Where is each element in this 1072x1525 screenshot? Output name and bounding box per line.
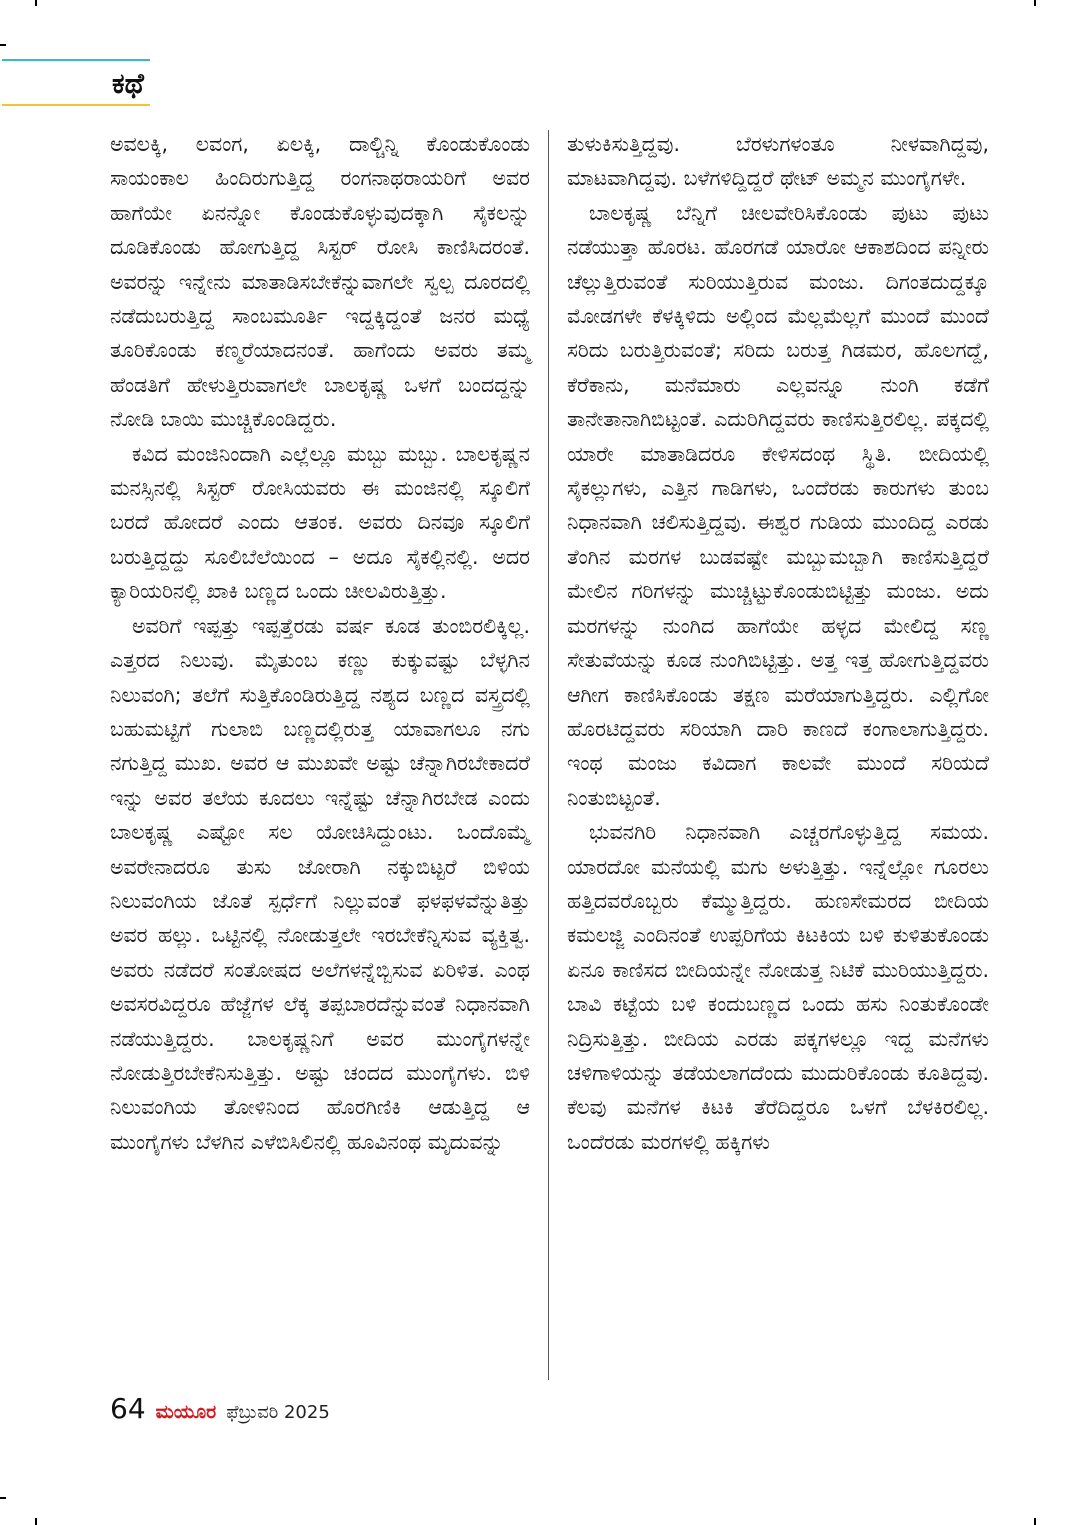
article-column-right — [567, 127, 989, 1159]
crop-mark — [1034, 1518, 1036, 1525]
paragraph: ಭುವನಗಿರಿ ನಿಧಾನವಾಗಿ ಎಚ್ಚರಗೊಳ್ಳುತ್ತಿದ್ದ ಸಮಯ. ಯಾರದೋ ಮನೆಯಲ್ಲಿ ಮಗು ಅಳುತ್ತಿತ್ತು. ಇನ್ನೆಲ್ಲೋ ಗೂರಲು ಹತ್ತಿದವರೊಬ್ಬರು ಕೆಮ್ಮುತ್ತಿದ್ದರು. ಹುಣಸೇಮರದ ಬೀದಿಯ ಕಮಲಜ್ಜಿ ಎಂದಿನಂತೆ ಉಪ್ಪರಿಗೆಯ ಕಿಟಕಿಯ ಬಳಿ ಕುಳಿತುಕೊಂಡು ಏನೂ ಕಾಣಿಸದ ಬೀದಿಯನ್ನೇ ನೋಡುತ್ತ ನಿಟಿಕೆ ಮುರಿಯುತ್ತಿದ್ದರು. ಬಾವಿ ಕಟ್ಟೆಯ ಬಳಿ ಕಂದುಬಣ್ಣದ ಒಂದು ಹಸು ನಿಂತುಕೊಂಡೇ ನಿದ್ರಿಸುತ್ತಿತ್ತು. ಬೀದಿಯ ಎರಡು ಪಕ್ಕಗಳಲ್ಲೂ ಇದ್ದ ಮನೆಗಳು ಚಳಿಗಾಳಿಯನ್ನು ತಡೆಯಲಾಗದೆಂದು ಮುದುರಿಕೊಂಡು ಕೂತಿದ್ದವು. ಕೆಲವು ಮನೆಗಳ ಕಿಟಕಿ ತೆರೆದಿದ್ದರೂ ಒಳಗೆ ಬೆಳಕಿರಲಿಲ್ಲ. ಒಂದೆರಡು ಮರಗಳಲ್ಲಿ ಹಕ್ಕಿಗಳು — [567, 820, 989, 1154]
paragraph: ಅವರಿಗೆ ಇಪ್ಪತ್ತು ಇಪ್ಪತ್ತೆರಡು ವರ್ಷ ಕೂಡ ತುಂಬಿರಲಿಕ್ಕಿಲ್ಲ. ಎತ್ತರದ ನಿಲುವು. ಮೈತುಂಬ ಕಣ್ಣು ಕುಕ್ಕುವಷ್ಟು ಬೆಳ್ಳಗಿನ ನಿಲುವಂಗಿ; ತಲೆಗೆ ಸುತ್ತಿಕೊಂಡಿರುತ್ತಿದ್ದ ನಶ್ಯದ ಬಣ್ಣದ ವಸ್ತ್ರದಲ್ಲಿ ಬಹುಮಟ್ಟಿಗೆ ಗುಲಾಬಿ ಬಣ್ಣದಲ್ಲಿರುತ್ತ ಯಾವಾಗಲೂ ನಗು ನಗುತ್ತಿದ್ದ ಮುಖ. ಅವರ ಆ ಮುಖವೇ ಅಷ್ಟು ಚೆನ್ನಾಗಿರಬೇಕಾದರೆ ಇನ್ನು ಅವರ ತಲೆಯ ಕೂದಲು ಇನ್ನೆಷ್ಟು ಚೆನ್ನಾಗಿರಬೇಡ ಎಂದು ಬಾಲಕೃಷ್ಣ ಎಷ್ಟೋ ಸಲ ಯೋಚಿಸಿದ್ದುಂಟು. ಒಂದೊಮ್ಮೆ ಅವರೇನಾದರೂ ತುಸು ಜೋರಾಗಿ ನಕ್ಕುಬಿಟ್ಟರೆ ಬಿಳಿಯ ನಿಲುವಂಗಿಯ ಜೊತೆ ಸ್ಪರ್ಧೆಗೆ ನಿಲ್ಲುವಂತೆ ಫಳಫಳವೆನ್ನುತಿತ್ತು ಅವರ ಹಲ್ಲು. ಒಟ್ಟಿನಲ್ಲಿ ನೋಡುತ್ತಲೇ ಇರಬೇಕೆನ್ನಿಸುವ ವ್ಯಕ್ತಿತ್ವ. ಅವರು ನಡೆದರೆ ಸಂತೋಷದ ಅಲೆಗಳನ್ನೆಬ್ಬಿಸುವ ಏರಿಳಿತ. ಎಂಥ ಅವಸರವಿದ್ದರೂ ಹೆಜ್ಜೆಗಳ ಲೆಕ್ಕ ತಪ್ಪಬಾರದೆನ್ನುವಂತೆ ನಿಧಾನವಾಗಿ ನಡೆಯುತ್ತಿದ್ದರು. ಬಾಲಕೃಷ್ಣನಿಗೆ ಅವರ ಮುಂಗೈಗಳನ್ನೇ ನೋಡುತ್ತಿರಬೇಕೆನಿಸುತ್ತಿತ್ತು. ಅಷ್ಟು ಚಂದದ ಮುಂಗೈಗಳು. ಬಿಳಿ ನಿಲುವಂಗಿಯ ತೋಳಿನಿಂದ ಹೊರಗಿಣಿಕಿ ಆಡುತ್ತಿದ್ದ ಆ ಮುಂಗೈಗಳು ಬೆಳಗಿನ ಎಳೆಬಿಸಿಲಿನಲ್ಲಿ ಹೂವಿನಂಥ ಮೃದುವನ್ನು — [110, 613, 530, 1154]
issue-date: ಫೆಬ್ರುವರಿ 2025 — [226, 1402, 330, 1423]
paragraph: ಕವಿದ ಮಂಜಿನಿಂದಾಗಿ ಎಲ್ಲೆಲ್ಲೂ ಮಬ್ಬು ಮಬ್ಬು. ಬಾಲಕೃಷ್ಣನ ಮನಸ್ಸಿನಲ್ಲಿ ಸಿಸ್ಟರ್ ರೋಸಿಯವರು ಈ ಮಂಜಿನಲ್ಲಿ ಸ್ಕೂಲಿಗೆ ಬರದೆ ಹೋದರೆ ಎಂದು ಆತಂಕ. ಅವರು ದಿನವೂ ಸ್ಕೂಲಿಗೆ ಬರುತ್ತಿದ್ದದ್ದು ಸೂಲಿಬೆಲೆಯಿಂದ – ಅದೂ ಸೈಕಲ್ಲಿನಲ್ಲಿ. ಅದರ ಕ್ಯಾರಿಯರಿನಲ್ಲಿ ಖಾಕಿ ಬಣ್ಣದ ಒಂದು ಚೀಲವಿರುತ್ತಿತ್ತು. — [110, 441, 530, 604]
paragraph: ಬಾಲಕೃಷ್ಣ ಬೆನ್ನಿಗೆ ಚೀಲವೇರಿಸಿಕೊಂಡು ಪುಟು ಪುಟು ನಡೆಯುತ್ತಾ ಹೊರಟ. ಹೊರಗಡೆ ಯಾರೋ ಆಕಾಶದಿಂದ ಪನ್ನೀರು ಚೆಲ್ಲುತ್ತಿರುವಂತೆ ಸುರಿಯುತ್ತಿರುವ ಮಂಜು. ದಿಗಂತದುದ್ದಕ್ಕೂ ಮೋಡಗಳೇ ಕೆಳಕ್ಕಿಳಿದು ಅಲ್ಲಿಂದ ಮೆಲ್ಲಮೆಲ್ಲಗೆ ಮುಂದೆ ಮುಂದೆ ಸರಿದು ಬರುತ್ತಿರುವಂತೆ; ಸರಿದು ಬರುತ್ತ ಗಿಡಮರ, ಹೊಲಗದ್ದೆ, ಕೆರೆಕಾನು, ಮನೆಮಾರು ಎಲ್ಲವನ್ನೂ ನುಂಗಿ ಕಡೆಗೆ ತಾನೇತಾನಾಗಿಬಿಟ್ಟಂತೆ. ಎದುರಿಗಿದ್ದವರು ಕಾಣಿಸುತ್ತಿರಲಿಲ್ಲ. ಪಕ್ಕದಲ್ಲಿ ಯಾರೇ ಮಾತಾಡಿದರೂ ಕೇಳಿಸದಂಥ ಸ್ಥಿತಿ. ಬೀದಿಯಲ್ಲಿ ಸೈಕಲ್ಲುಗಳು, ಎತ್ತಿನ ಗಾಡಿಗಳು, ಒಂದೆರಡು ಕಾರುಗಳು ತುಂಬ ನಿಧಾನವಾಗಿ ಚಲಿಸುತ್ತಿದ್ದವು. ಈಶ್ವರ ಗುಡಿಯ ಮುಂದಿದ್ದ ಎರಡು ತೆಂಗಿನ ಮರಗಳ ಬುಡವಷ್ಟೇ ಮಬ್ಬುಮಬ್ಬಾಗಿ ಕಾಣಿಸುತ್ತಿದ್ದರೆ ಮೇಲಿನ ಗರಿಗಳನ್ನು ಮುಚ್ಚಿಟ್ಟುಕೊಂಡುಬಿಟ್ಟಿತ್ತು ಮಂಜು. ಅದು ಮರಗಳನ್ನು ನುಂಗಿದ ಹಾಗೆಯೇ ಹಳ್ಳದ ಮೇಲಿದ್ದ ಸಣ್ಣ ಸೇತುವೆಯನ್ನು ಕೂಡ ನುಂಗಿಬಿಟ್ಟಿತ್ತು. ಅತ್ತ ಇತ್ತ ಹೋಗುತ್ತಿದ್ದವರು ಆಗೀಗ ಕಾಣಿಸಿಕೊಂಡು ತಕ್ಷಣ ಮರೆಯಾಗುತ್ತಿದ್ದರು. ಎಲ್ಲಿಗೋ ಹೊರಟಿದ್ದವರು ಸರಿಯಾಗಿ ದಾರಿ ಕಾಣದೆ ಕಂಗಾಲಾಗುತ್ತಿದ್ದರು. ಇಂಥ ಮಂಜು ಕವಿದಾಗ ಕಾಲವೇ ಮುಂದೆ ಸರಿಯದೆ ನಿಂತುಬಿಟ್ಟಂತೆ. — [567, 200, 989, 810]
page-number: 64 — [110, 1392, 146, 1425]
header-rule-top — [2, 59, 150, 61]
crop-mark — [35, 0, 37, 6]
page-footer — [110, 1392, 330, 1428]
header-rule-bottom — [2, 104, 150, 106]
magazine-logo: ಮಯೂರ — [155, 1401, 217, 1423]
article-column-left — [110, 127, 530, 1159]
crop-mark — [0, 44, 6, 46]
crop-mark — [35, 1518, 37, 1525]
section-title: ಕಥೆ — [112, 67, 144, 100]
crop-mark — [0, 1497, 6, 1499]
paragraph: ತುಳುಕಿಸುತ್ತಿದ್ದವು. ಬೆರಳುಗಳಂತೂ ನೀಳವಾಗಿದ್ದವು, ಮಾಟವಾಗಿದ್ದವು. ಬಳೆಗಳಿದ್ದಿದ್ದರೆ ಥೇಟ್ ಅಮ್ಮನ ಮುಂಗೈಗಳೇ. — [567, 132, 989, 191]
crop-mark — [1034, 0, 1036, 6]
column-divider — [548, 130, 549, 1380]
paragraph: ಅವಲಕ್ಕಿ, ಲವಂಗ, ಏಲಕ್ಕಿ, ದಾಲ್ಚಿನ್ನಿ ಕೊಂಡುಕೊಂಡು ಸಾಯಂಕಾಲ ಹಿಂದಿರುಗುತ್ತಿದ್ದ ರಂಗನಾಥರಾಯರಿಗೆ ಅವರ ಹಾಗೆಯೇ ಏನನ್ನೋ ಕೊಂಡುಕೊಳ್ಳುವುದಕ್ಕಾಗಿ ಸೈಕಲನ್ನು ದೂಡಿಕೊಂಡು ಹೋಗುತ್ತಿದ್ದ ಸಿಸ್ಟರ್ ರೋಸಿ ಕಾಣಿಸಿದರಂತೆ. ಅವರನ್ನು ಇನ್ನೇನು ಮಾತಾಡಿಸಬೇಕೆನ್ನುವಾಗಲೇ ಸ್ವಲ್ಪ ದೂರದಲ್ಲಿ ನಡೆದುಬರುತ್ತಿದ್ದ ಸಾಂಬಮೂರ್ತಿ ಇದ್ದಕ್ಕಿದ್ದಂತೆ ಜನರ ಮಧ್ಯೆ ತೂರಿಕೊಂಡು ಕಣ್ಮರೆಯಾದನಂತೆ. ಹಾಗೆಂದು ಅವರು ತಮ್ಮ ಹೆಂಡತಿಗೆ ಹೇಳುತ್ತಿರುವಾಗಲೇ ಬಾಲಕೃಷ್ಣ ಒಳಗೆ ಬಂದದ್ದನ್ನು ನೋಡಿ ಬಾಯಿ ಮುಚ್ಚಿಕೊಂಡಿದ್ದರು. — [110, 132, 530, 432]
